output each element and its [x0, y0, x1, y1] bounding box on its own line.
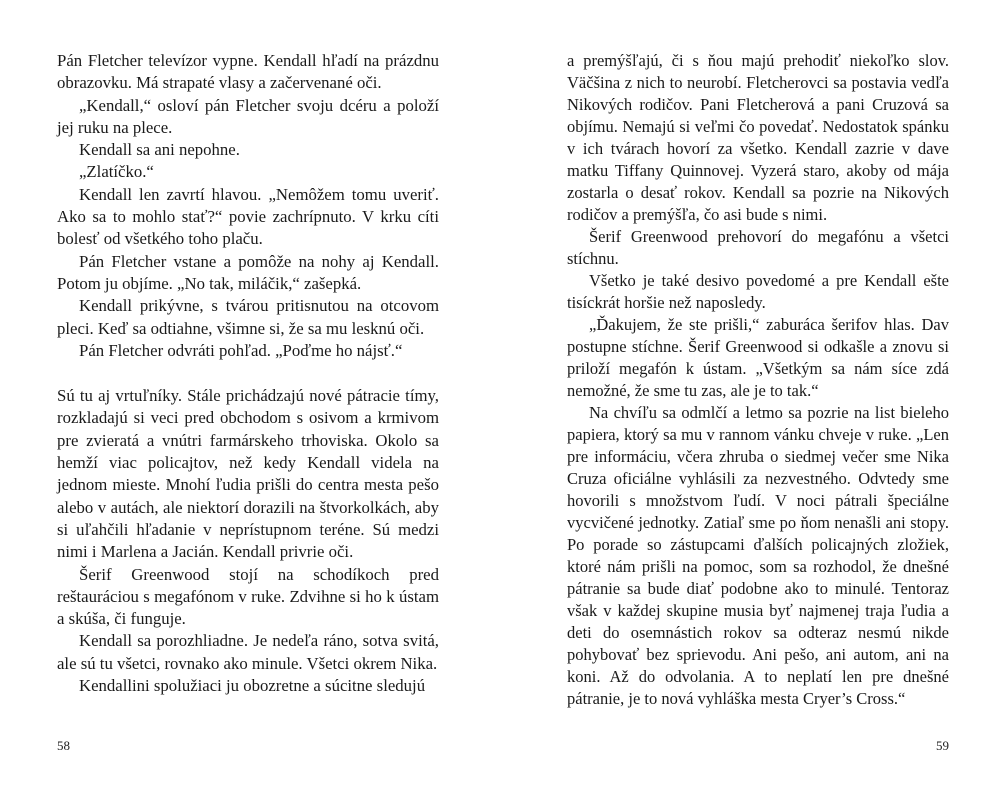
paragraph: Šerif Greenwood stojí na schodíkoch pred reštauráciou s megafónom v ruke. Zdvihne si ho k ústam a skúša, či funguje. [57, 564, 439, 629]
paragraph: Pán Fletcher televízor vypne. Kendall hľadí na prázdnu obrazovku. Má strapaté vlasy a začervenané oči. [57, 51, 439, 93]
paragraph: Sú tu aj vrtuľníky. Stále prichádzajú nové pátracie tímy, rozkladajú si veci pred obchodom s osivom a krmivom pre zvieratá a vnútri farmárskeho trhoviska. Okolo sa hemží viac policajtov, než kedy Kendall videla na jednom mieste. Mnohí ľudia prišli do centra mesta pešo alebo v autách, ale niektorí dorazili na štvorkolkách, aby si uľahčili hľadanie v neprístupnom teréne. Sú medzi nimi i Marlena a Jacián. Kendall privrie oči. [57, 386, 439, 562]
page-number-right: 59 [936, 738, 949, 753]
right-page [567, 0, 949, 800]
paragraph: Kendall sa porozhliadne. Je nedeľa ráno, sotva svitá, ale sú tu všetci, rovnako ako minule. Všetci okrem Nika. [57, 631, 439, 673]
paragraph: Kendall len zavrtí hlavou. „Nemôžem tomu uveriť. Ako sa to mohlo stať?“ povie zachrípnuto. V krku cíti bolesť od všetkého toho plaču. [57, 184, 439, 249]
right-page-text [567, 50, 949, 710]
left-page [57, 0, 439, 800]
paragraph: Na chvíľu sa odmlčí a letmo sa pozrie na list bieleho papiera, ktorý sa mu v rannom vánku chveje v ruke. „Len pre informáciu, včera zhruba o siedmej večer sme Nika Cruza oficiálne vyhlásili za nezvestného. Odvtedy sme hovorili s množstvom ľudí. V noci pátrali špeciálne vycvičené jednotky. Zatiaľ sme po ňom nenašli ani stopy. Po porade so zástupcami ďalších policajných zložiek, ktoré nám prišli na pomoc, som sa rozhodol, že dnešné pátranie sa bude diať podobne ako to minulé. Tentoraz však v každej skupine musia byť najmenej traja ľudia a deti do osemnástich rokov sa odteraz nesmú nikde pohybovať bez sprievodu. Ani pešo, ani autom, ani na koni. Až do odvolania. A to neplatí len pre dnešné pátranie, je to nová vyhláška mesta Cryer’s Cross.“ [567, 403, 949, 708]
paragraph: Kendallini spolužiaci ju obozretne a súcitne sledujú [79, 676, 426, 696]
paragraph: „Ďakujem, že ste prišli,“ zaburáca šerifov hlas. Dav postupne stíchne. Šerif Greenwood si odkašle a znovu si priloží megafón k ústam. „Všetkým sa nám síce zdá nemožné, že sme tu zas, ale je to tak.“ [567, 315, 949, 400]
paragraph: Všetko je také desivo povedomé a pre Kendall ešte tisíckrát horšie než naposledy. [567, 271, 949, 312]
paragraph: „Kendall,“ osloví pán Fletcher svoju dcéru a položí jej ruku na plece. [57, 95, 439, 137]
paragraph: Kendall prikývne, s tvárou pritisnutou na otcovom pleci. Keď sa odtiahne, všimne si, že sa mu lesknú oči. [57, 296, 439, 338]
paragraph: Šerif Greenwood prehovorí do megafónu a všetci stíchnu. [567, 227, 949, 268]
paragraph: Kendall sa ani nepohne. [79, 140, 240, 160]
paragraph: Pán Fletcher vstane a pomôže na nohy aj Kendall. Potom ju objíme. „No tak, miláčik,“ zašepká. [57, 251, 439, 293]
paragraph: „Zlatíčko.“ [79, 162, 154, 182]
page-number-left: 58 [57, 738, 70, 753]
left-page-text [57, 50, 439, 697]
paragraph: a premýšľajú, či s ňou majú prehodiť niekoľko slov. Väčšina z nich to neurobí. Fletcherovci sa postavia vedľa Nikových rodičov. Pani Fletcherová a pani Cruzová sa objímu. Nemajú si veľmi čo povedať. Nedostatok spánku v ich tvárach hovorí za všetko. Kendall zazrie v dave matku Tiffany Quinnovej. Vyzerá staro, akoby od mája zostarla o desať rokov. Kendall sa pozrie na Nikových rodičov a premýšľa, čo asi bude s nimi. [567, 51, 949, 224]
paragraph: Pán Fletcher odvráti pohľad. „Poďme ho nájsť.“ [79, 340, 403, 360]
